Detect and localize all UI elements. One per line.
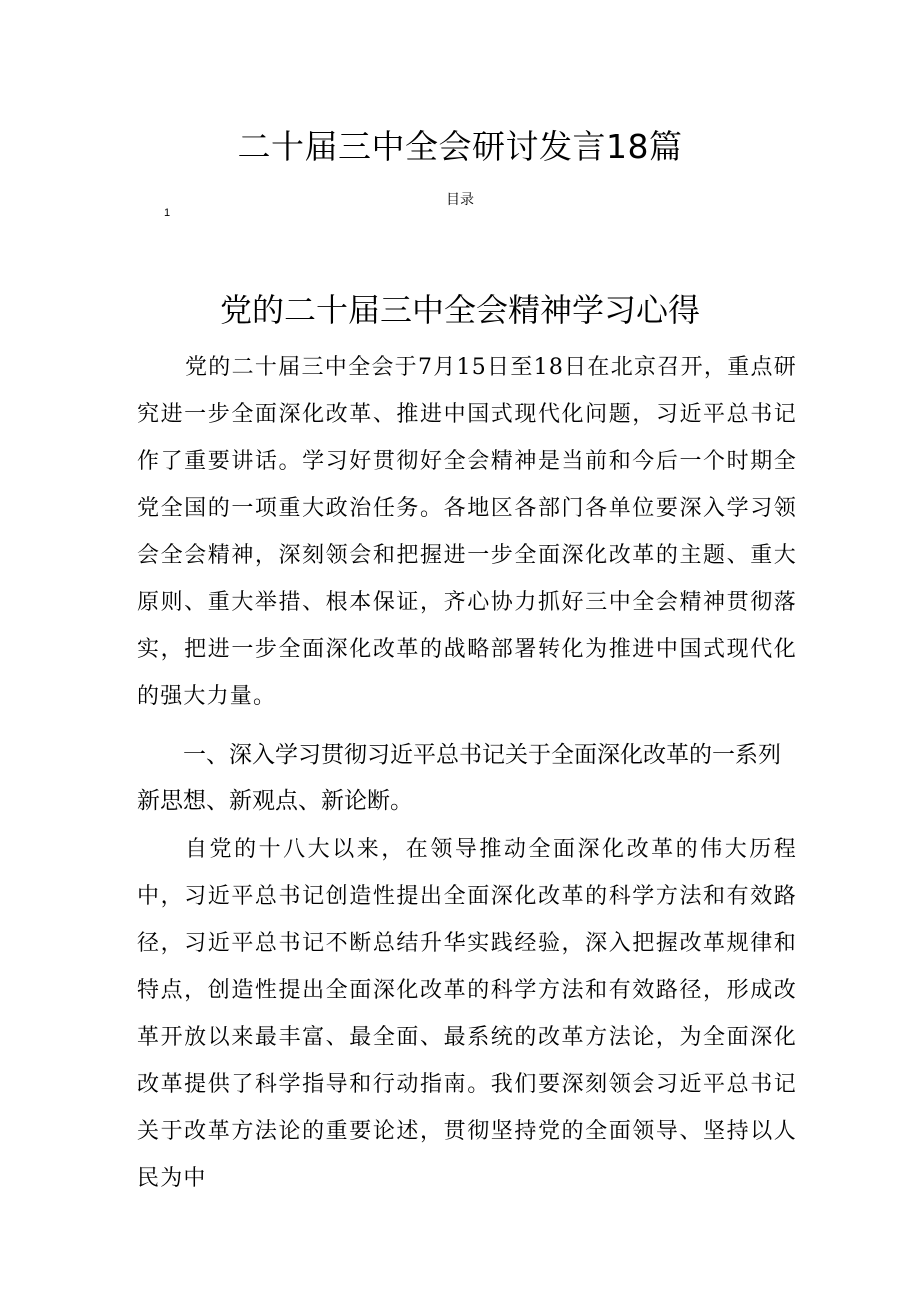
table-of-contents-label: 目录	[446, 192, 474, 208]
section-title: 党的二十届三中全会精神学习心得	[219, 291, 700, 329]
toc-entry-number: 1	[164, 207, 171, 219]
document-title: 二十届三中全会研讨发言18篇	[237, 127, 683, 166]
body-paragraph-2: 自党的十八大以来，在领导推动全面深化改革的伟大历程中，习近平总书记创造性提出全面深化改革的科学方法和有效路径，习近平总书记不断总结升华实践经验，深入把握改革规律和特点，创造性提出全面深化改革的科学方法和有效路径，形成改革开放以来最丰富、最全面、最系统的改革方法论，为全面深化改革提供了科学指导和行动指南。我们要深刻领会习近平总书记关于改革方法论的重要论述，贯彻坚持党的全面领导、坚持以人民为中	[137, 837, 797, 1191]
section-heading-1: 一、深入学习贯彻习近平总书记关于全面深化改革的一系列新思想、新观点、新论断。	[137, 742, 781, 814]
intro-paragraph: 党的二十届三中全会于7月15日至18日在北京召开，重点研究进一步全面深化改革、推进中国式现代化问题，习近平总书记作了重要讲话。学习好贯彻好全会精神是当前和今后一个时期全党全国的一项重大政治任务。各地区各部门各单位要深入学习领会全会精神，深刻领会和把握进一步全面深化改革的主题、重大原则、重大举措、根本保证，齐心协力抓好三中全会精神贯彻落实，把进一步全面深化改革的战略部署转化为推进中国式现代化的强大力量。	[137, 355, 797, 709]
